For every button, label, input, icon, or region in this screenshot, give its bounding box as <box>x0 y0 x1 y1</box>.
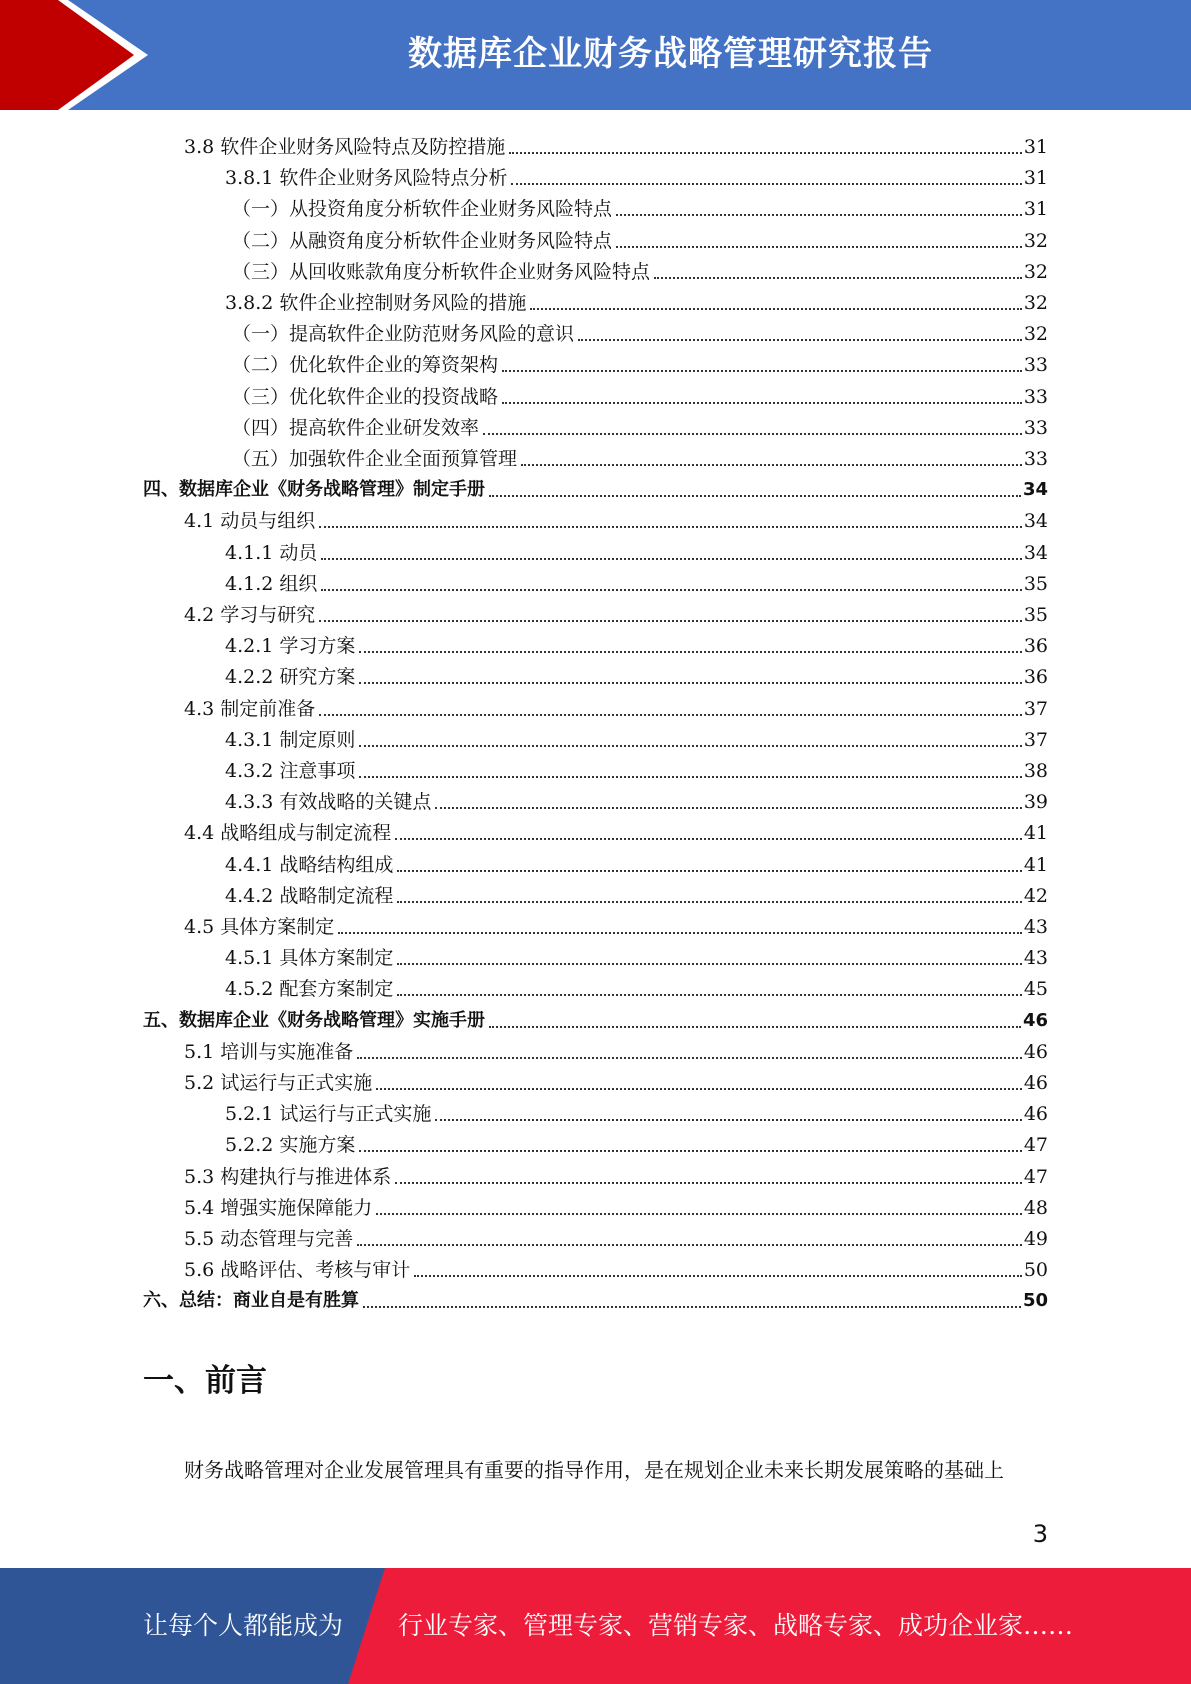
header-chevron-icon <box>0 0 170 110</box>
toc-entry[interactable] <box>184 502 1048 533</box>
toc-leader-dots <box>357 1057 1022 1059</box>
toc-entry-page: 41 <box>1023 853 1048 876</box>
toc-entry-label: 4.5 具体方案制定 <box>184 916 335 938</box>
toc-entry-page: 45 <box>1023 978 1048 1001</box>
toc-entry-page: 34 <box>1023 541 1048 564</box>
toc-leader-dots <box>435 1119 1021 1121</box>
toc-leader-dots <box>397 963 1021 965</box>
toc-leader-dots <box>359 1150 1021 1152</box>
toc-entry[interactable] <box>232 315 1048 346</box>
toc-entry[interactable] <box>184 128 1048 159</box>
toc-entry-page: 46 <box>1023 1103 1048 1126</box>
toc-entry-label: 5.6 战略评估、考核与审计 <box>184 1259 411 1282</box>
toc-entry-label: 4.3.3 有效战略的关键点 <box>225 791 432 814</box>
toc-entry-page: 32 <box>1023 229 1048 252</box>
toc-entry-page: 47 <box>1023 1134 1048 1157</box>
toc-entry[interactable] <box>225 877 1048 908</box>
toc-leader-dots <box>376 1088 1022 1090</box>
toc-entry-label: 4.2.1 学习方案 <box>225 635 356 658</box>
toc-leader-dots <box>397 870 1021 872</box>
toc-entry[interactable] <box>184 1220 1048 1251</box>
toc-entry-label: 4.5.1 具体方案制定 <box>225 947 394 970</box>
toc-entry[interactable] <box>225 1126 1048 1157</box>
toc-entry-page: 32 <box>1023 323 1048 346</box>
toc-entry-label: 4.2 学习与研究 <box>184 604 316 626</box>
toc-entry[interactable] <box>184 908 1048 939</box>
toc-leader-dots <box>616 246 1022 248</box>
toc-entry-label: （一）提高软件企业防范财务风险的意识 <box>232 323 575 346</box>
toc-leader-dots <box>319 526 1022 528</box>
toc-entry-page: 34 <box>1022 479 1048 501</box>
toc-entry[interactable] <box>232 190 1048 221</box>
toc-entry-page: 47 <box>1023 1165 1048 1188</box>
toc-leader-dots <box>654 277 1022 279</box>
toc-leader-dots <box>359 745 1021 747</box>
header-title: 数据库企业财务战略管理研究报告 <box>408 34 933 74</box>
toc-entry[interactable] <box>143 1282 1048 1313</box>
toc-entry[interactable] <box>143 471 1048 502</box>
page-header <box>0 0 1191 110</box>
toc-entry-label: 六、总结：商业自是有胜算 <box>143 1290 359 1312</box>
toc-leader-dots <box>502 402 1022 404</box>
toc-leader-dots <box>489 1026 1021 1028</box>
toc-leader-dots <box>321 558 1021 560</box>
toc-entry-page: 35 <box>1023 604 1048 626</box>
toc-entry[interactable] <box>184 1064 1048 1095</box>
toc-leader-dots <box>319 620 1022 622</box>
toc-entry[interactable] <box>225 721 1048 752</box>
toc-leader-dots <box>509 152 1022 154</box>
toc-entry-page: 49 <box>1023 1228 1048 1250</box>
toc-entry-label: 5.1 培训与实施准备 <box>184 1040 354 1063</box>
toc-entry[interactable] <box>225 627 1048 658</box>
toc-entry[interactable] <box>225 534 1048 565</box>
toc-entry-page: 43 <box>1023 947 1048 970</box>
toc-entry-page: 35 <box>1023 572 1048 595</box>
toc-leader-dots <box>397 901 1021 903</box>
toc-entry-label: 5.2 试运行与正式实施 <box>184 1072 373 1094</box>
toc-entry-label: 4.5.2 配套方案制定 <box>225 978 394 1001</box>
toc-entry-page: 37 <box>1023 697 1048 720</box>
toc-leader-dots <box>521 464 1022 466</box>
toc-entry-label: 4.4.2 战略制定流程 <box>225 884 394 907</box>
toc-entry-label: （四）提高软件企业研发效率 <box>232 416 480 439</box>
toc-entry[interactable] <box>232 409 1048 440</box>
toc-entry[interactable] <box>184 596 1048 627</box>
toc-entry-label: （三）优化软件企业的投资战略 <box>232 385 499 408</box>
section-heading: 一、前言 <box>143 1363 267 1399</box>
toc-entry[interactable] <box>184 1033 1048 1064</box>
toc-leader-dots <box>357 1244 1022 1246</box>
toc-leader-dots <box>359 651 1021 653</box>
toc-leader-dots <box>530 308 1021 310</box>
toc-entry[interactable] <box>232 378 1048 409</box>
toc-entry-label: 4.1.2 组织 <box>225 572 318 595</box>
footer-slogan-right: 行业专家、管理专家、营销专家、战略专家、成功企业家…… <box>398 1611 1074 1640</box>
toc-entry[interactable] <box>232 440 1048 471</box>
toc-leader-dots <box>376 1213 1022 1215</box>
toc-entry-label: 5.3 构建执行与推进体系 <box>184 1165 392 1188</box>
section-paragraph: 财务战略管理对企业发展管理具有重要的指导作用，是在规划企业未来长期发展策略的基础上 <box>184 1458 1004 1482</box>
toc-leader-dots <box>395 1182 1022 1184</box>
toc-entry[interactable] <box>225 284 1048 315</box>
toc-entry[interactable] <box>232 253 1048 284</box>
toc-entry[interactable] <box>225 783 1048 814</box>
toc-entry-label: 3.8.2 软件企业控制财务风险的措施 <box>225 292 527 314</box>
toc-leader-dots <box>414 1275 1022 1277</box>
toc-leader-dots <box>502 370 1022 372</box>
toc-entry-label: （二）从融资角度分析软件企业财务风险特点 <box>232 229 613 252</box>
toc-leader-dots <box>338 932 1022 934</box>
toc-entry-page: 48 <box>1023 1196 1048 1219</box>
toc-entry-label: 4.4.1 战略结构组成 <box>225 853 394 876</box>
toc-entry-label: 3.8.1 软件企业财务风险特点分析 <box>225 167 508 190</box>
toc-entry-page: 33 <box>1023 448 1048 470</box>
toc-entry-page: 41 <box>1023 822 1048 845</box>
toc-leader-dots <box>483 433 1022 435</box>
toc-entry-page: 37 <box>1023 728 1048 751</box>
toc-entry[interactable] <box>184 1158 1048 1189</box>
toc-entry[interactable] <box>225 1095 1048 1126</box>
toc-entry-label: 5.5 动态管理与完善 <box>184 1228 354 1250</box>
toc-entry-page: 50 <box>1022 1290 1048 1312</box>
toc-entry-page: 36 <box>1023 635 1048 658</box>
toc-entry-page: 34 <box>1023 510 1048 533</box>
toc-entry[interactable] <box>225 658 1048 689</box>
toc-entry[interactable] <box>225 565 1048 596</box>
toc-entry-label: 3.8 软件企业财务风险特点及防控措施 <box>184 136 506 158</box>
toc-entry-page: 31 <box>1023 136 1048 158</box>
toc-entry-label: （一）从投资角度分析软件企业财务风险特点 <box>232 198 613 221</box>
toc-entry-page: 42 <box>1023 884 1048 907</box>
toc-leader-dots <box>321 589 1021 591</box>
toc-entry-page: 36 <box>1023 666 1048 689</box>
toc-leader-dots <box>395 838 1022 840</box>
toc-entry-label: 4.1.1 动员 <box>225 541 318 564</box>
toc-entry-label: （五）加强软件企业全面预算管理 <box>232 448 518 470</box>
toc-entry-page: 32 <box>1023 292 1048 314</box>
toc-leader-dots <box>359 682 1021 684</box>
toc-entry-page: 46 <box>1023 1072 1048 1094</box>
toc-entry-label: 4.2.2 研究方案 <box>225 666 356 689</box>
toc-entry[interactable] <box>143 1002 1048 1033</box>
toc-entry-page: 43 <box>1023 916 1048 938</box>
toc-entry[interactable] <box>184 690 1048 721</box>
toc-entry-page: 31 <box>1023 167 1048 190</box>
footer-slogan-left: 让每个人都能成为 <box>143 1611 344 1640</box>
toc-entry-label: 四、数据库企业《财务战略管理》制定手册 <box>143 479 485 501</box>
toc-entry-label: 4.3 制定前准备 <box>184 697 316 720</box>
toc-entry-label: 5.2.2 实施方案 <box>225 1134 356 1157</box>
toc-entry[interactable] <box>225 846 1048 877</box>
toc-entry-label: 5.2.1 试运行与正式实施 <box>225 1103 432 1126</box>
toc-entry[interactable] <box>225 970 1048 1001</box>
toc-entry-label: 4.3.2 注意事项 <box>225 760 356 782</box>
toc-leader-dots <box>511 183 1021 185</box>
toc-entry-page: 46 <box>1022 1009 1048 1031</box>
toc-entry-page: 32 <box>1023 260 1048 283</box>
toc-entry-page: 31 <box>1023 198 1048 221</box>
toc-entry-label: 5.4 增强实施保障能力 <box>184 1196 373 1219</box>
toc-entry-page: 33 <box>1023 385 1048 408</box>
toc-entry[interactable] <box>184 1251 1048 1282</box>
toc-entry-label: 4.4 战略组成与制定流程 <box>184 822 392 845</box>
toc-leader-dots <box>363 1306 1021 1308</box>
toc-entry[interactable] <box>225 752 1048 783</box>
toc-entry[interactable] <box>184 1189 1048 1220</box>
toc-entry[interactable] <box>232 346 1048 377</box>
toc-leader-dots <box>319 714 1022 716</box>
toc-entry-label: （三）从回收账款角度分析软件企业财务风险特点 <box>232 260 651 283</box>
toc-entry-page: 38 <box>1023 760 1048 782</box>
page-footer <box>0 1568 1191 1684</box>
toc-entry[interactable] <box>232 222 1048 253</box>
toc-entry-page: 33 <box>1023 416 1048 439</box>
toc-leader-dots <box>397 994 1021 996</box>
toc-entry-label: （二）优化软件企业的筹资架构 <box>232 354 499 377</box>
toc-leader-dots <box>578 339 1022 341</box>
toc-entry[interactable] <box>184 814 1048 845</box>
toc-entry[interactable] <box>225 159 1048 190</box>
toc-leader-dots <box>435 807 1021 809</box>
toc-leader-dots <box>489 495 1021 497</box>
toc-leader-dots <box>616 214 1022 216</box>
toc-entry-label: 4.1 动员与组织 <box>184 510 316 533</box>
toc-entry-page: 39 <box>1023 791 1048 814</box>
toc-entry[interactable] <box>225 939 1048 970</box>
toc-entry-page: 50 <box>1023 1259 1048 1282</box>
toc-entry-page: 33 <box>1023 354 1048 377</box>
toc-leader-dots <box>359 776 1021 778</box>
toc-entry-label: 4.3.1 制定原则 <box>225 728 356 751</box>
page-number: 3 <box>1032 1520 1048 1548</box>
toc-entry-page: 46 <box>1023 1040 1048 1063</box>
toc-entry-label: 五、数据库企业《财务战略管理》实施手册 <box>143 1009 485 1031</box>
